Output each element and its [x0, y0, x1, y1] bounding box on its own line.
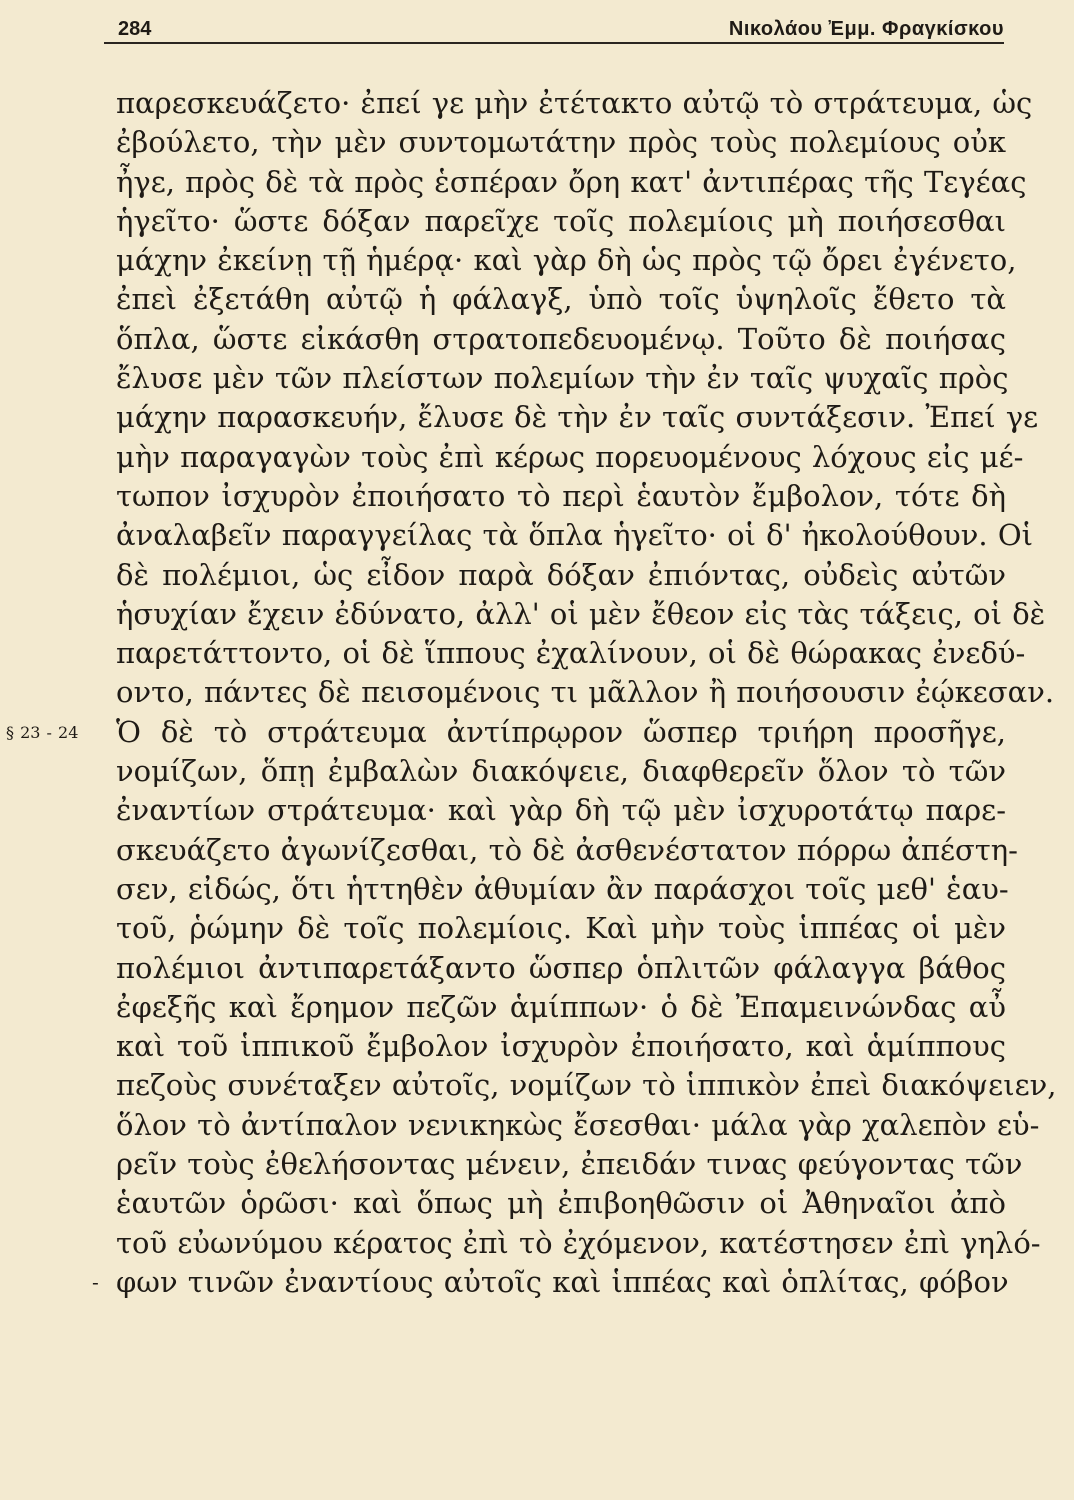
text-line: καὶ τοῦ ἱππικοῦ ἔμβολον ἰσχυρὸν ἐποιήσατο, καὶ ἁμίππους: [116, 1029, 1006, 1064]
text-line: ἐβούλετο, τὴν μὲν συντομωτάτην πρὸς τοὺς πολεμίους οὐκ: [116, 125, 1006, 160]
text-line: δὲ πολέμιοι, ὡς εἶδον παρὰ δόξαν ἐπιόντας, οὐδεὶς αὐτῶν: [116, 557, 1006, 592]
text-line: ἡσυχίαν ἔχειν ἐδύνατο, ἀλλ' οἱ μὲν ἔθεον εἰς τὰς τάξεις, οἱ δὲ: [116, 596, 1046, 631]
body-text: [6, 84, 1057, 1302]
text-line-last: [92, 1263, 1009, 1302]
text-line-content: Ὁ δὲ τὸ στράτευμα ἀντίπρῳρον ὥσπερ τριήρη προσῆγε,: [116, 714, 1006, 749]
text-line: ἐπεὶ ἐξετάθη αὐτῷ ἡ φάλαγξ, ὑπὸ τοῖς ὑψηλοῖς ἔθετο τὰ: [116, 282, 1006, 317]
text-line: τοῦ εὐωνύμου κέρατος ἐπὶ τὸ ἐχόμενον, κατέστησεν ἐπὶ γηλό-: [116, 1225, 1041, 1260]
header-rule: [104, 42, 1004, 44]
text-line: μάχην παρασκευήν, ἔλυσε δὲ τὴν ἐν ταῖς συντάξεσιν. Ἐπεί γε: [116, 400, 1039, 435]
text-line: ἑαυτῶν ὁρῶσι· καὶ ὅπως μὴ ἐπιβοηθῶσιν οἱ Ἀθηναῖοι ἀπὸ: [116, 1186, 1006, 1221]
text-line: παρετάττοντο, οἱ δὲ ἵππους ἐχαλίνουν, οἱ δὲ θώρακας ἐνεδύ-: [116, 636, 1026, 671]
text-line: πεζοὺς συνέταξεν αὐτοῖς, νομίζων τὸ ἱππικὸν ἐπεὶ διακόψειεν,: [116, 1068, 1057, 1103]
margin-dash: -: [92, 1269, 99, 1294]
text-line-section-start: [6, 713, 1006, 752]
section-reference: § 23 - 24: [6, 722, 79, 742]
page-header: [104, 10, 1004, 44]
text-line: παρεσκευάζετο· ἐπεί γε μὴν ἐτέτακτο αὐτῷ τὸ στράτευμα, ὡς: [116, 86, 1033, 120]
text-line: ἐναντίων στράτευμα· καὶ γὰρ δὴ τῷ μὲν ἰσχυροτάτῳ παρε-: [116, 793, 1006, 828]
text-line: σκευάζετο ἀγωνίζεσθαι, τὸ δὲ ἀσθενέστατον πόρρω ἀπέστη-: [116, 832, 1018, 867]
text-line: τωπον ἰσχυρὸν ἐποιήσατο τὸ περὶ ἑαυτὸν ἔμβολον, τότε δὴ: [116, 478, 1006, 513]
text-line: ἔλυσε μὲν τῶν πλείστων πολεμίων τὴν ἐν ταῖς ψυχαῖς πρὸς: [116, 361, 1009, 396]
text-line: σεν, εἰδώς, ὅτι ἡττηθὲν ἀθυμίαν ἂν παράσχοι τοῖς μεθ' ἑαυ-: [116, 871, 1009, 906]
text-line: πολέμιοι ἀντιπαρετάξαντο ὥσπερ ὁπλιτῶν φάλαγγα βάθος: [116, 950, 1006, 985]
text-line: ἀναλαβεῖν παραγγείλας τὰ ὅπλα ἡγεῖτο· οἱ δ' ἠκολούθουν. Οἱ: [116, 518, 1033, 553]
text-line: τοῦ, ῥώμην δὲ τοῖς πολεμίοις. Καὶ μὴν τοὺς ἱππέας οἱ μὲν: [116, 911, 1006, 946]
text-line: μάχην ἐκείνῃ τῇ ἡμέρᾳ· καὶ γὰρ δὴ ὡς πρὸς τῷ ὄρει ἐγένετο,: [116, 243, 1017, 278]
text-line: ρεῖν τοὺς ἐθελήσοντας μένειν, ἐπειδάν τινας φεύγοντας τῶν: [116, 1147, 1023, 1182]
page-number: 284: [118, 18, 152, 40]
text-line: ὅλον τὸ ἀντίπαλον νενικηκὼς ἔσεσθαι· μάλα γὰρ χαλεπὸν εὑ-: [116, 1107, 1040, 1142]
text-line: μὴν παραγαγὼν τοὺς ἐπὶ κέρως πορευομένους λόχους εἰς μέ-: [116, 439, 1024, 474]
text-line: ἡγεῖτο· ὥστε δόξαν παρεῖχε τοῖς πολεμίοις μὴ ποιήσεσθαι: [116, 203, 1006, 238]
text-line-content: φων τινῶν ἐναντίους αὐτοῖς καὶ ἱππέας καὶ ὁπλίτας, φόβον: [116, 1264, 1009, 1299]
running-title: Νικολάου Ἐμμ. Φραγκίσκου: [728, 18, 1004, 40]
text-line: νομίζων, ὅπῃ ἐμβαλὼν διακόψειε, διαφθερεῖν ὅλον τὸ τῶν: [116, 754, 1006, 789]
text-line: ἦγε, πρὸς δὲ τὰ πρὸς ἑσπέραν ὄρη κατ' ἀντιπέρας τῆς Τεγέας: [116, 164, 1027, 199]
text-line: ἐφεξῆς καὶ ἔρημον πεζῶν ἁμίππων· ὁ δὲ Ἐπαμεινώνδας αὖ: [116, 989, 1006, 1024]
text-line: οντο, πάντες δὲ πεισομένοις τι μᾶλλον ἢ ποιήσουσιν ἐῴκεσαν.: [116, 675, 1055, 710]
text-line: ὅπλα, ὥστε εἰκάσθη στρατοπεδευομένῳ. Τοῦτο δὲ ποιήσας: [116, 321, 1006, 356]
